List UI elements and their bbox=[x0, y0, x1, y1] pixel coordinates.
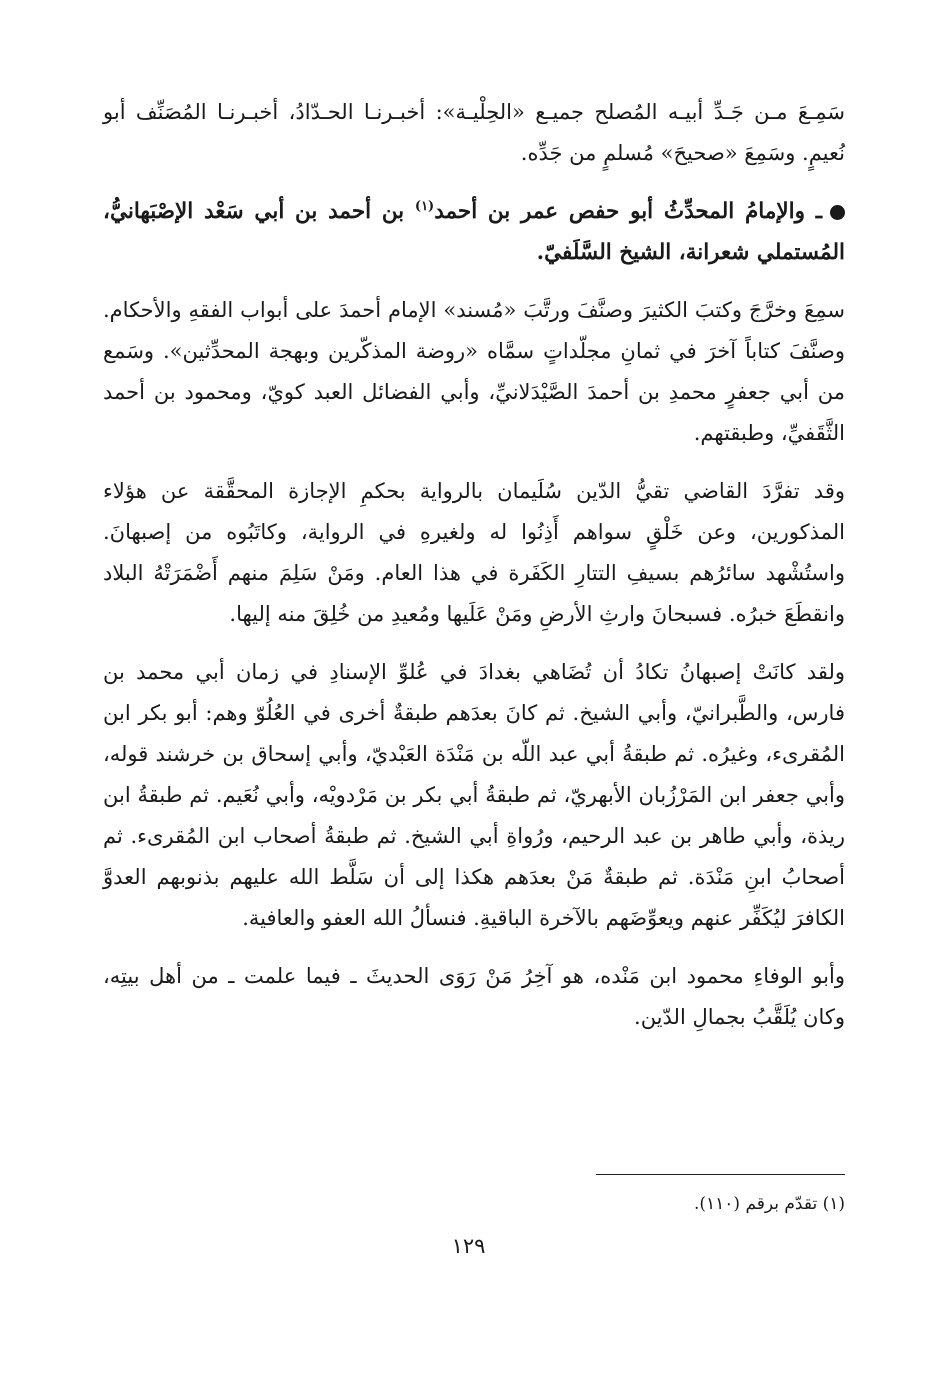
biography-heading-rest: بن أحمد بن أبي سَعْد الإصْبَهانيُّ، المُستملي شعرانة، الشيخ السَّلَفيّ. bbox=[103, 199, 845, 265]
paragraph-1: سَمِـعَ مـن جَـدِّ أبيـه المُصلح جميـع «الحِلْيـة»: أخبـرنـا الحـدّادُ، أخبـرنـا المُصَنِّف أبو نُعيمٍ. وسَمِعَ «صحيحَ» مُسلمٍ من جَدِّه. bbox=[103, 100, 845, 165]
footnote-reference[interactable]: (١) bbox=[414, 198, 435, 214]
paragraph-5: وأبو الوفاءِ محمود ابن مَنْده، هو آخِرُ مَنْ رَوَى الحديثَ ـ فيما علمت ـ من أهل بيتِه، وكان يُلَقَّبُ بجمالِ الدّين. bbox=[103, 964, 845, 1029]
page-number: ١٢٩ bbox=[451, 1234, 486, 1258]
biography-heading-lead: ـ والإمامُ المحدِّثُ أبو حفص عمر بن أحمد bbox=[434, 199, 822, 224]
paragraph-2: سمِعَ وخرَّجَ وكتبَ الكثيرَ وصنَّفَ ورتَّبَ «مُسند» الإمام أحمدَ على أبواب الفقهِ والأحكام. وصنَّفَ كتاباً آخرَ في ثمانِ مجلّداتٍ سمَّاه «روضة المذكّرين وبهجة المحدِّثين». وسَمع من أبي جعفرٍ محمدِ بن أحمدَ الصَّيْدَلانيِّ، وأبي الفضائل العبد كويّ، ومحمود بن أحمد الثَّقَفيِّ، وطبقتهم. bbox=[103, 298, 845, 445]
paragraph-4: ولقد كانَتْ إصبهانُ تكادُ أن تُضَاهي بغدادَ في عُلوِّ الإسنادِ في زمان أبي محمد بن فارس، والطَّبرانيّ، وأبي الشيخ. ثم كانَ بعدَهم طبقةٌ أخرى في العُلُوّ وهم: أبو بكر ابن المُقرىء، وغيرُه. ثم طبقةُ أبي عبد اللّه بن مَنْدَة العَبْديّ، وأبي إسحاق بن خرشند قوله، وأبي جعفر ابن المَرْزُبان الأبهريّ، ثم طبقةُ أبي بكر بن مَرْدويْه، وأبي نُعَيم. ثم طبقةُ ابن ريذة، وأبي طاهر بن عبد الرحيم، ورُواةِ أبي الشيخ. ثم طبقةُ أصحاب ابن المُقرىء. ثم أصحابُ ابنِ مَنْدَة. ثم طبقةٌ مَنْ بعدَهم هكذا إلى أن سَلَّط الله عليهم بذنوبهم العدوَّ الكافرَ ليُكَفِّر عنهم ويعوِّضَهم بالآخرة الباقيةِ. فنسألُ الله العفو والعافية. bbox=[103, 660, 845, 930]
page-body bbox=[103, 92, 845, 1055]
biography-heading bbox=[103, 191, 845, 273]
footnote-divider bbox=[596, 1174, 845, 1175]
bullet-icon bbox=[830, 205, 845, 220]
paragraph-3: وقد تفرَّدَ القاضي تقيُّ الدّين سُلَيمان بالرواية بحكمِ الإجازة المحقَّقة عن هؤلاء المذكورين، وعن خَلْقٍ سواهم أَذِنُوا له ولغيرهِ في الرواية، وكاتَبُوه من إصبهانَ. واستُشْهد سائرُهم بسيفِ التتارِ الكَفَرة في هذا العام. ومَنْ سَلِمَ منهم أَضْمَرَتْهُ البلاد وانقطَعَ خبرُه. فسبحانَ وارثِ الأرضِ ومَنْ عَلَيها ومُعيدِ من خُلِقَ منه إليها. bbox=[103, 479, 845, 626]
footnote: (١) تقدّم برقم (١١٠). bbox=[693, 1194, 845, 1214]
